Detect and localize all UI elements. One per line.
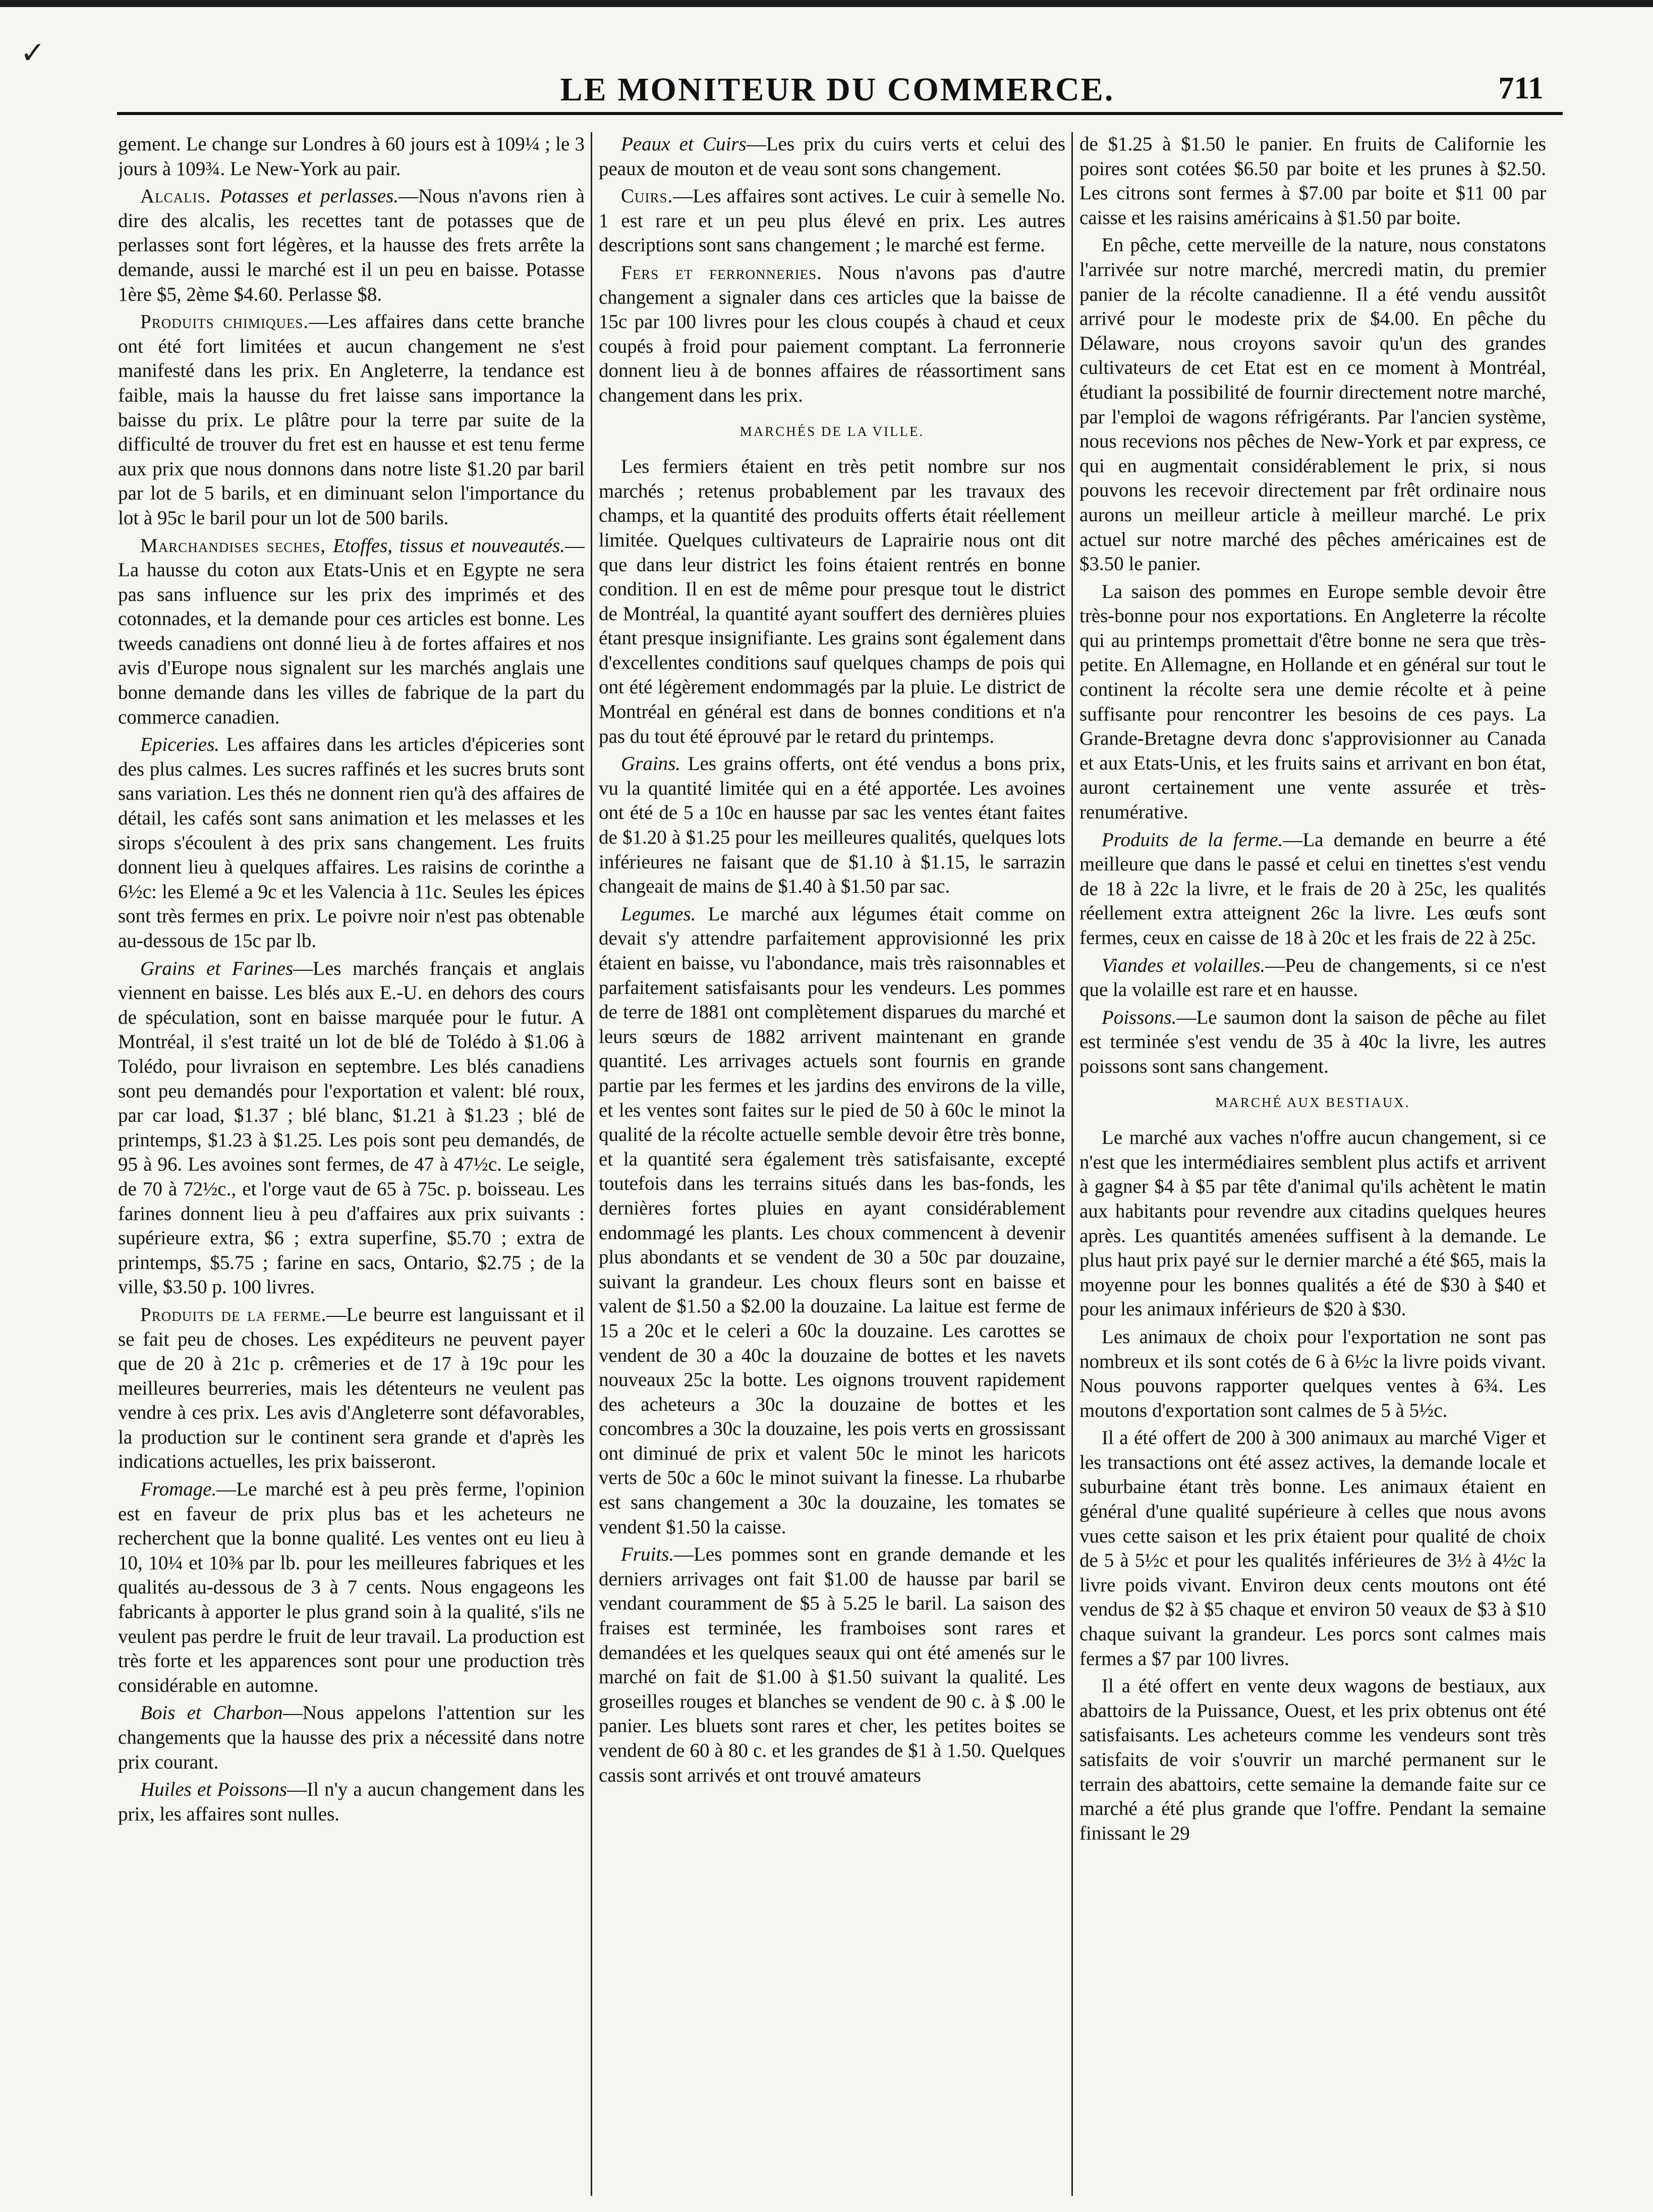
paragraph-fromage <box>118 1477 585 1698</box>
paragraph-grains <box>599 752 1065 899</box>
paragraph-legumes <box>599 902 1065 1539</box>
section-sublabel: Huiles et Poissons <box>140 1779 288 1801</box>
paragraph-alcalis <box>118 184 585 307</box>
section-sublabel: Potasses et perlasses. <box>219 185 399 207</box>
section-sublabel: Etoffes, tissus et nouveautés. <box>332 534 565 557</box>
paragraph-text: —Nous n'avons rien à dire des alcalis, les recettes tant de potasses que de perlasses sont fort légères, et la hausse des frets arrête la demande, aussi le marché est il un peu en baisse. Potasse 1ère $5, 2ème $4.60. Perlasse $8. <box>118 185 585 305</box>
paragraph: Le marché aux vaches n'offre aucun changement, si ce n'est que les intermédiaires semblent plus actifs et arrivent à gagner $4 à $5 par tête d'animal qu'ils achètent le matin aux habitants pour revendre aux citadins quelques heures après. Les quantités amenées suffisent à la demande. Le plus haut prix payé sur le dernier marché a été $65, mais la moyenne pour les bonnes qualités a été de $30 à $40 et pour les animaux inférieurs de $20 à $30. <box>1079 1127 1546 1320</box>
column-divider <box>1071 132 1073 2196</box>
paragraph-produits-chimiques <box>118 310 585 530</box>
paragraph-huiles-poissons <box>118 1778 585 1827</box>
paragraph-text: —Les prix du cuirs verts et celui des peaux de mouton et de veau sont sons changement. <box>599 133 1065 180</box>
section-label: Fers et ferronneries. <box>621 261 822 284</box>
page-number: 711 <box>1498 71 1544 105</box>
column-divider <box>591 132 592 2196</box>
paragraph-text: —Nous appelons l'attention sur les changements que la hausse des prix a nécessité dans notre prix courant. <box>118 1702 585 1773</box>
section-heading: MARCHÉ AUX BESTIAUX. <box>1215 1094 1410 1110</box>
paragraph-text: —Les pommes sont en grande demande et les derniers arrivages ont fait $1.00 de hausse par baril se vendant couramment de $5 à 5.25 le baril. La saison des fraises est terminée, les framboises sont rares et demandées et les quelques seaux qui ont été amenés sur le marché on fait de $1.00 à $1.50 suivant la qualité. Les groseilles rouges et blanches se vendent de 90 c. à $ .00 le panier. Les bluets sont rares et cher, les petites boites se vendent de 60 à 80 c. et les grandes de $1 à 1.50. Quelques cassis sont arrivés et ont trouvé amateurs <box>599 1543 1065 1786</box>
paragraph-fers <box>599 261 1065 408</box>
section-sublabel: Grains. <box>621 753 681 775</box>
paragraph-text: —La demande en beurre a été meilleure que dans le passé et celui en tinettes s'est vendu de 18 à 22c la livre, et le frais de 20 à 25c, les qualités réellement extra atteignent 26c la livre. Les œufs sont fermes, ceux en caisse de 18 à 20c et les frais de 22 à 25c. <box>1079 828 1546 949</box>
paragraph: Il a été offert en vente deux wagons de bestiaux, aux abattoirs de la Puissance, Ouest, et les prix obtenus ont été satisfaisants. Les acheteurs comme les vendeurs sont très satisfaits de voir s'ouvrir un marché permanent sur le terrain des abattoirs, cette semaine la demande faite sur ce marché a été plus grande que l'offre. Pendant la semaine finissant le 29 <box>1079 1675 1546 1844</box>
masthead-title: LE MONITEUR DU COMMERCE. <box>560 71 1115 108</box>
paragraph-viandes <box>1079 954 1546 1003</box>
paragraph-text: —Le marché est à peu près ferme, l'opinion est en faveur de prix plus bas et les acheteurs ne recherchent que la bonne qualité. Les ventes ont eu lieu à 10, 10¼ et 10⅜ par lb. pour les meilleures fabriques et les qualités au-dessous de 3 à 7 cents. Nous engageons les fabricants à apporter le plus grand soin à la qualité, s'ils ne veulent pas perdre le fruit de leur travail. La production est très forte et les apparences sont pour une production très considérable en automne. <box>118 1478 585 1696</box>
paragraph-text: —La hausse du coton aux Etats-Unis et en Egypte ne sera pas sans influence sur les prix des imprimés et des cotonnades, et la demande pour ces articles est bonne. Les tweeds canadiens ont donné lieu à de fortes affaires et nos avis d'Europe nous signalent sur les marchés anglais une bonne demande dans les villes de fabrique de la part du commerce canadien. <box>118 534 585 728</box>
section-label: Alcalis. <box>140 185 211 207</box>
section-sublabel: Legumes. <box>621 903 696 925</box>
paragraph-text: Nous n'avons pas d'autre changement a signaler dans ces articles que la baisse de 15c par 100 livres pour les clous coupés à chaud et ceux coupés à froid pour paiement comptant. La ferronnerie donnent lieu à de bonnes affaires de réassortiment sans changement dans les prix. <box>599 261 1065 406</box>
paragraph-poissons <box>1079 1006 1546 1079</box>
masthead <box>116 61 1559 111</box>
paragraph-text: —Les affaires sont actives. Le cuir à semelle No. 1 est rare et un peu plus élevé en prix. Les autres descriptions sont sans changement ; le marché est ferme. <box>599 185 1065 256</box>
section-sublabel: Fruits. <box>621 1543 674 1566</box>
section-sublabel: Poissons. <box>1102 1006 1177 1028</box>
column-3 <box>1079 132 1546 2196</box>
paragraph-text: —Les affaires dans cette branche ont été fort limitées et aucun changement ne s'est manifesté dans les prix. En Angleterre, la tendance est faible, mais la hausse du fret laisse sans importance la baisse du prix. Le plâtre pour la terre par suite de la difficulté de trouver du fret est en hausse et est tenu ferme aux prix que nous donnons dans notre liste $1.20 par baril par lot de 5 barils, et en diminuant selon l'importance du lot à 95c le baril pour un lot de 500 barils. <box>118 311 585 529</box>
ink-mark: ✓ <box>20 36 46 70</box>
paragraph-text: —Les marchés français et anglais viennent en baisse. Les blés aux E.-U. en dehors des cours de spéculation, sont en baisse marquée pour le futur. A Montréal, il s'est traité un lot de blé de Tolédo à $1.06 à Tolédo, pour livraison en septembre. Les blés canadiens sont peu demandés pour l'exportation et valent: blé roux, par car load, $1.37 ; blé blanc, $1.21 à $1.23 ; blé de printemps, $1.23 à $1.25. Les pois sont peu demandés, de 95 à 96. Les avoines sont fermes, de 47 à 47½c. Le seigle, de 70 à 72½c., et l'orge vaut de 65 à 75c. p. boisseau. Les farines donnent lieu à peu d'affaires aux prix suivants : supérieure extra, $6 ; extra superfine, $5.70 ; extra de printemps, $5.75 ; farine en sacs, Ontario, $2.75 ; de la ville, $3.50 p. 100 livres. <box>118 957 585 1298</box>
paragraph-text: Les grains offerts, ont été vendus a bons prix, vu la quantité limitée qui en a été apportée. Les avoines ont été de 5 a 10c en hausse par sac les ventes étant faites de $1.20 à $1.25 pour les meilleures qualités, quelques lots inférieures ne faisant que de $1.10 à $1.15, le sarrazin changeait de mains de $1.40 à $1.50 par sac. <box>599 753 1065 898</box>
paragraph-fruits <box>599 1542 1065 1788</box>
paragraph: Les animaux de choix pour l'exportation ne sont pas nombreux et ils sont cotés de 6 à 6½c la livre poids vivant. Nous pouvons rapporter quelques ventes à 6¾. Les moutons d'exportation sont calmes de 5 à 5½c. <box>1079 1325 1546 1421</box>
paragraph-text: Le marché aux légumes était comme on devait s'y attendre parfaitement approvisionné les prix étaient en baisse, vu l'abondance, mais très raisonnables et parfaitement satisfaisants pour les vendeurs. Les pommes de terre de 1881 ont complètement disparues du marché et leurs sœurs de 1882 arrivent maintenant en grande quantité. Les arrivages actuels sont fournis en grande partie par les fermes et les jardins des environs de la ville, et les ventes sont faites sur le pied de 50 à 60c le minot la qualité de la récolte actuelle semble devoir être très bonne, et la quantité sera également très satisfaisante, excepté toutefois dans les terrains situés dans les bas-fonds, les dernières fortes pluies en ayant considérablement endommagé les plants. Les choux commencent à devenir plus abondants et se vendent de 30 a 50c par douzaine, suivant la grandeur. Les choux fleurs sont en baisse et valent de $1.50 a $2.00 la douzaine. La laitue est ferme de 15 a 20c et le celeri a 60c la douzaine. Les carottes se vendent de 30 a 40c la douzaine de bottes et les navets nouveaux 25c la botte. Les oignons trouvent rapidement des acheteurs a 30c la douzaine de bottes et les concombres a 30c la douzaine, les pois verts en grossissant ont diminué de prix et valent 50c le minot les haricots verts de 50c a 60c le minot suivant la finesse. La rhubarbe est sans changement a 30c la douzaine, les tomates se vendent $1.50 la caisse. <box>599 903 1065 1538</box>
column-2 <box>599 132 1065 2196</box>
paragraph-epiceries <box>118 733 585 953</box>
paragraph-produits-ferme <box>1079 828 1546 951</box>
section-label: Marchandises seches, <box>140 534 326 557</box>
top-border <box>0 0 1653 7</box>
section-sublabel: Fromage. <box>140 1478 217 1501</box>
paragraph-peaux-cuirs <box>599 132 1065 181</box>
paragraph: Il a été offert de 200 à 300 animaux au marché Viger et les transactions ont été assez actives, la demande locale et suburbaine étant très bonne. Les animaux étaient en général d'une qualité supérieure à celles que nous avons vues cette saison et les prix étaient pour qualité de choix de 5 à 5½c et pour les qualités inférieures de 3½ à 4½c la livre poids vivant. Environ deux cents moutons ont été vendus de $2 à $5 chaque et environ 50 veaux de $3 à $10 chaque suivant la grandeur. Les porcs sont calmes mais fermes a $7 par 100 livres. <box>1079 1427 1546 1670</box>
paragraph-text: —Le saumon dont la saison de pêche au filet est terminée s'est vendu de 35 à 40c la livre, les autres poissons sont sans changement. <box>1079 1006 1546 1077</box>
masthead-rule <box>117 112 1563 115</box>
section-sublabel: Grains et Farines <box>140 957 294 979</box>
paragraph: La saison des pommes en Europe semble devoir être très-bonne pour nos exportations. En Angleterre la récolte qui au printemps promettait d'être bonne ne sera que très-petite. En Allemagne, en Hollande et en général sur tout le continent la récolte sera une demie récolte et à peine suffisante pour rencontrer les besoins de ces pays. La Grande-Bretagne devra donc s'approvisionner au Canada et aux Etats-Unis, et les fruits sains et arrivant en bon état, auront certainement une vente assurée et très-renumérative. <box>1079 580 1546 823</box>
column-1 <box>118 132 585 2196</box>
section-sublabel: Viandes et volailles. <box>1102 954 1266 976</box>
paragraph-cuirs <box>599 184 1065 258</box>
section-label: Cuirs. <box>621 185 673 207</box>
section-sublabel: Bois et Charbon <box>140 1702 283 1724</box>
paragraph: En pêche, cette merveille de la nature, nous constatons l'arrivée sur notre marché, mercredi matin, du premier panier de la récolte canadienne. Il a été vendu aussitôt arrivé pour le modeste prix de $4.00. En pêche du Délaware, nous croyons savoir qu'un des grandes cultivateurs de cet Etat est en ce moment à Montréal, étudiant la possibilité de fournir directement notre marché, par l'emploi de wagons réfrigérants. Par l'ancien système, nous recevions nos pêches de New-York et par express, ce qui en augmentait considérablement le prix, si nous pouvons les recevoir directement par frêt ordinaire nous aurons un meilleur article à meilleur marché. Le prix actuel sur notre marché des pêches américaines est de $3.50 le panier. <box>1079 234 1546 575</box>
section-label: Produits chimiques. <box>140 311 309 333</box>
paragraph-grains-farines <box>118 957 585 1300</box>
paragraph-bois-charbon <box>118 1701 585 1775</box>
paragraph-marchandises <box>118 534 585 730</box>
paragraph: Les fermiers étaient en très petit nombre sur nos marchés ; retenus probablement par les travaux des champs, et la quantité des produits offerts était réellement limitée. Quelques cultivateurs de Laprairie nous ont dit que dans leur district les foins étaient rentrés en bonne condition. Il en est de même pour presque tout le district de Montréal, la quantité ayant souffert des dernières pluies étant presque insignifiante. Les grains sont également dans d'excellentes conditions sauf quelques champs de pois qui ont été légèrement endommagés par la pluie. Le district de Montréal en général est dans de bonnes conditions et n'a pas du tout été éprouvé par le retard du printemps. <box>599 456 1065 747</box>
paragraph-text: —Il n'y a aucun changement dans les prix, les affaires sont nulles. <box>118 1779 585 1825</box>
section-sublabel: Peaux et Cuirs <box>621 133 747 155</box>
section-sublabel: Produits de la ferme. <box>1102 828 1283 851</box>
paragraph-text: —Le beurre est languissant et il se fait peu de choses. Les expéditeurs ne peuvent payer que de 20 à 21c p. crêmeries et de 17 à 19c pour les meilleures beurreries, mais les détenteurs ne veulent pas vendre à ces prix. Les avis d'Angleterre sont défavorables, la production sur le continent sera grande et d'après les indications actuelles, les prix baisseront. <box>118 1303 585 1473</box>
paragraph-produits-ferme <box>118 1303 585 1474</box>
section-label: Produits de la ferme. <box>140 1303 327 1325</box>
section-sublabel: Epiceries. <box>140 734 220 756</box>
paragraph-text: Les affaires dans les articles d'épiceries sont des plus calmes. Les sucres raffinés et les sucres bruts sont sans variation. Les thés ne donnent rien qu'à des affaires de détail, les cafés sont sans animation et les melasses et les sirops s'écoulent à des prix sans changement. Les fruits donnent lieu à quelques affaires. Les raisins de corinthe a 6½c: les Elemé a 9c et les Valencia à 11c. Seules les épices sont très fermes en prix. Le poivre noir n'est pas obtenable au-dessous de 15c par lb. <box>118 734 585 952</box>
paragraph-text: —Peu de changements, si ce n'est que la volaille est rare et en hausse. <box>1079 954 1546 1001</box>
paragraph: gement. Le change sur Londres à 60 jours est à 109¼ ; le 3 jours à 109¾. Le New-York au pair. <box>118 133 585 180</box>
paragraph: de $1.25 à $1.50 le panier. En fruits de Californie les poires sont cotées $6.50 par boite et les prunes à $2.50. Les citrons sont fermes à $7.00 par boite et $11 00 par caisse et les raisins américains à $1.50 par boite. <box>1079 133 1546 229</box>
section-heading: MARCHÉS DE LA VILLE. <box>739 423 925 439</box>
